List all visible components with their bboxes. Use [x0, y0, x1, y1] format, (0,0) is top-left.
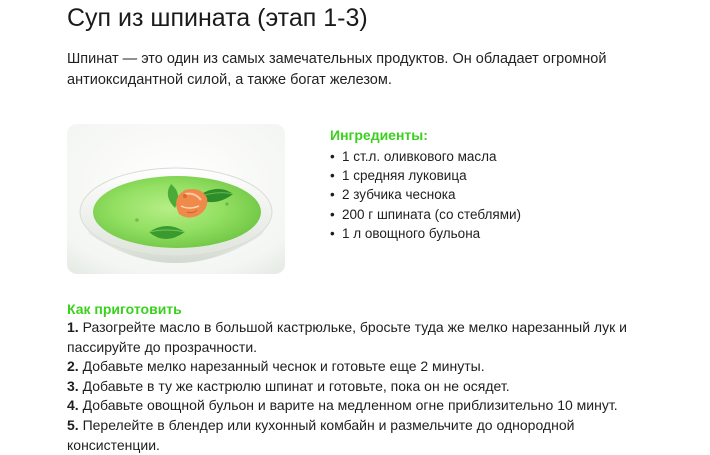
step-item [67, 318, 687, 357]
intro-paragraph [67, 49, 667, 91]
step-number: 5. [67, 416, 79, 433]
ingredient-item [330, 205, 690, 224]
ingredients-heading: Ингредиенты: [330, 127, 428, 143]
ingredient-item [330, 147, 690, 166]
method-heading: Как приготовить [67, 301, 182, 317]
ingredient-text: 1 ст.л. оливкового масла [342, 149, 497, 164]
bullet-icon: • [330, 206, 335, 222]
steps-list [67, 318, 687, 455]
step-text-continued: консистенции. [67, 436, 160, 453]
bullet-icon: • [330, 168, 335, 184]
page-title: Суп из шпината (этап 1-3) [67, 4, 368, 32]
step-item [67, 416, 687, 455]
ingredient-text: 2 зубчика чеснока [342, 187, 456, 203]
step-text: Разогрейте масло в большой кастрюльке, бросьте туда же мелко нарезанный лук и [82, 319, 627, 335]
step-item [67, 377, 687, 397]
ingredient-item [330, 224, 690, 243]
step-number: 4. [67, 397, 79, 414]
ingredient-item [330, 185, 690, 204]
bullet-icon: • [330, 149, 335, 164]
step-item [67, 396, 687, 416]
ingredient-item [330, 166, 690, 185]
ingredient-text: 1 средняя луковица [342, 168, 467, 184]
ingredient-text: 200 г шпината (со стеблями) [342, 206, 522, 222]
step-text: Добавьте овощной бульон и варите на медленном огне приблизительно 10 минут. [82, 397, 618, 414]
soup-bowl-illustration [67, 124, 285, 274]
step-number: 3. [67, 377, 79, 394]
method-section [67, 300, 687, 455]
ingredient-text: 1 л овощного бульона [342, 225, 481, 241]
bullet-icon: • [330, 225, 335, 241]
bullet-icon: • [330, 187, 335, 203]
step-number: 1. [67, 319, 79, 335]
intro-line-2: антиоксидантной силой, а также богат железом. [67, 72, 392, 88]
step-text: Добавьте мелко нарезанный чеснок и готовьте еще 2 минуты. [82, 358, 485, 375]
step-text: Добавьте в ту же кастрюлю шпинат и готовьте, пока он не осядет. [82, 377, 510, 394]
step-item [67, 357, 687, 377]
ingredients-section [330, 126, 690, 243]
step-number: 2. [67, 358, 79, 375]
ingredients-list [330, 147, 690, 243]
intro-line-1: Шпинат — это один из самых замечательных продуктов. Он обладает огромной [67, 51, 607, 67]
step-text-continued: пассируйте до прозрачности. [67, 338, 258, 355]
spinach-soup-photo [67, 124, 285, 274]
step-text: Перелейте в блендер или кухонный комбайн и размельчите до однородной [82, 416, 575, 433]
